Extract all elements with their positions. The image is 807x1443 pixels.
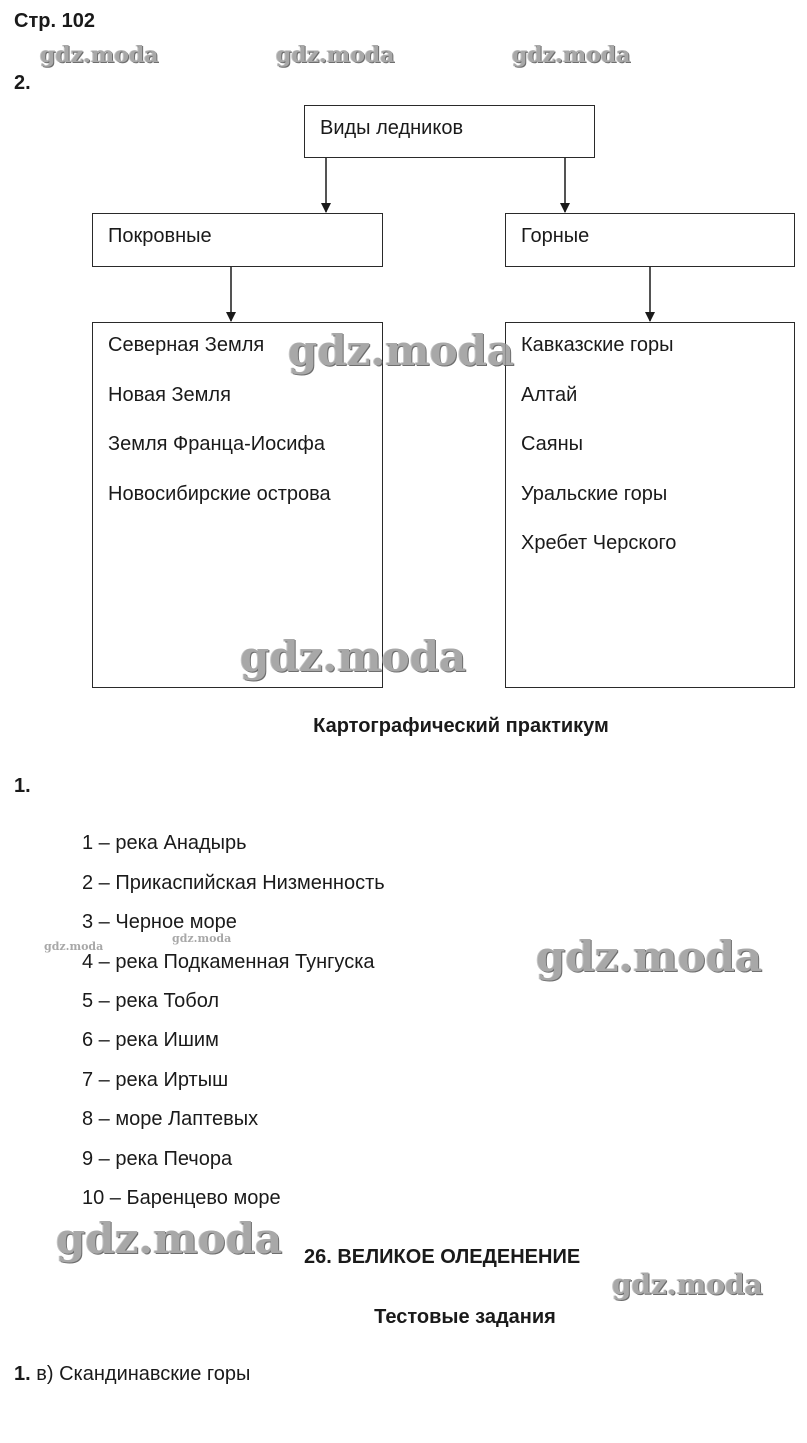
list-item: 4 – река Подкаменная Тунгуска	[82, 951, 375, 973]
page-label: Стр. 102	[14, 10, 95, 32]
list-item: 3 – Черное море	[82, 911, 237, 933]
list-item: 9 – река Печора	[82, 1148, 233, 1170]
watermark: gdz.moda	[56, 1214, 283, 1263]
watermark: gdz.moda	[44, 940, 104, 953]
section-subtitle: Тестовые задания	[374, 1306, 556, 1328]
list-item: Уральские горы	[521, 483, 668, 505]
list-item: Кавказские горы	[521, 334, 674, 356]
watermark: gdz.moda	[288, 326, 515, 375]
test-answer	[14, 1362, 250, 1386]
list-item: Саяны	[521, 433, 584, 455]
watermark: gdz.moda	[240, 632, 467, 681]
practicum-title: Картографический практикум	[313, 715, 609, 737]
answer-number: 1.	[14, 1363, 31, 1385]
list-item: Земля Франца-Иосифа	[108, 433, 325, 455]
list-item: Алтай	[521, 384, 578, 406]
list-item: 8 – море Лаптевых	[82, 1108, 259, 1130]
list-item: 1 – река Анадырь	[82, 832, 247, 854]
answer-text: в) Скандинавские горы	[36, 1363, 251, 1385]
list-item: 2 – Прикаспийская Низменность	[82, 872, 385, 894]
watermark: gdz.moda	[276, 42, 395, 68]
practicum-number: 1.	[14, 775, 31, 797]
watermark: gdz.moda	[172, 932, 232, 945]
list-item: 6 – река Ишим	[82, 1029, 219, 1051]
root-label: Виды ледников	[320, 117, 464, 139]
list-item: 7 – река Иртыш	[82, 1069, 229, 1091]
watermark: gdz.moda	[536, 932, 763, 981]
list-item: Новосибирские острова	[108, 483, 331, 505]
watermark: gdz.moda	[612, 1268, 763, 1301]
task-number: 2.	[14, 72, 31, 94]
list-item: Северная Земля	[108, 334, 265, 356]
section-title: 26. ВЕЛИКОЕ ОЛЕДЕНЕНИЕ	[304, 1246, 581, 1268]
list-item: Новая Земля	[108, 384, 231, 406]
list-item: 10 – Баренцево море	[82, 1187, 281, 1209]
left-category-label: Покровные	[108, 225, 212, 247]
watermark: gdz.moda	[40, 42, 159, 68]
watermark: gdz.moda	[512, 42, 631, 68]
right-category-label: Горные	[521, 225, 590, 247]
list-item: Хребет Черского	[521, 532, 677, 554]
list-item: 5 – река Тобол	[82, 990, 220, 1012]
